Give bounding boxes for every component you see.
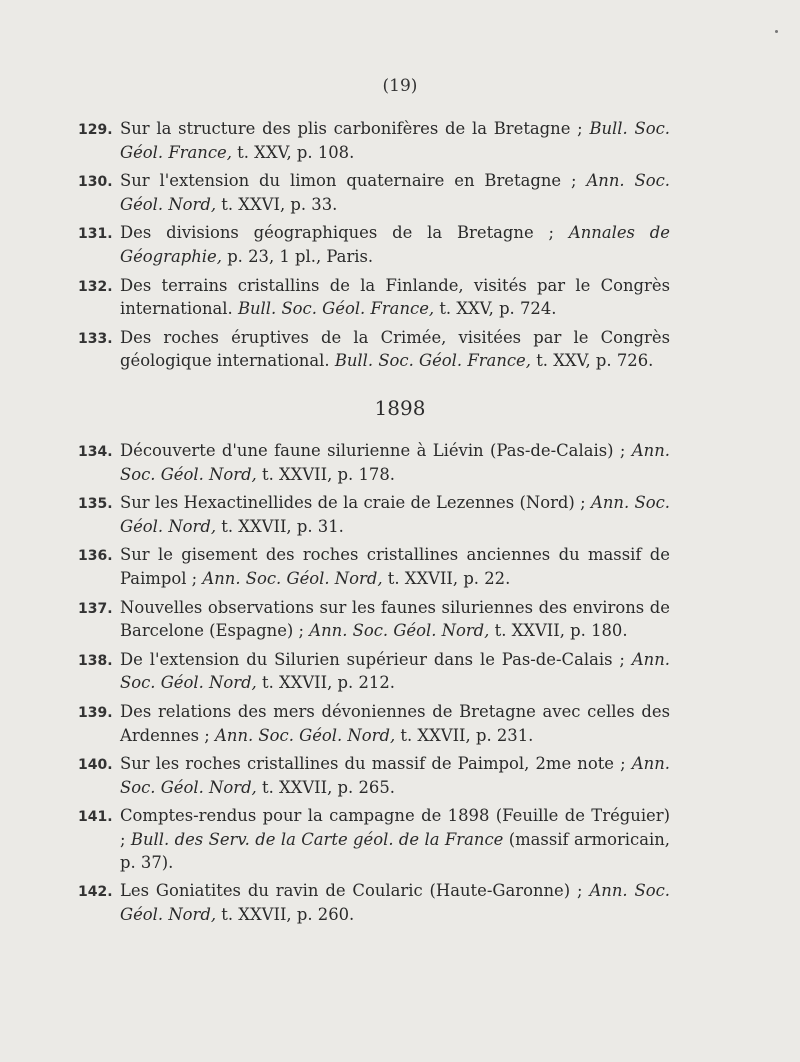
entry-number: 132. — [78, 278, 113, 295]
bibliography-entry — [78, 753, 670, 799]
year-heading: 1898 — [374, 396, 426, 420]
entry-journal: Ann. Soc. Géol. Nord, — [120, 171, 670, 214]
entry-citation: t. XXVII, p. 231. — [400, 725, 534, 745]
entry-title: Les Goniatites du ravin de Coularic (Haute-Garonne) ; — [120, 881, 583, 901]
page-number: (19) — [382, 76, 418, 96]
entry-number: 142. — [78, 884, 113, 901]
entry-citation: t. XXV, p. 724. — [439, 299, 557, 319]
entry-journal: Ann. Soc. Géol. Nord, — [215, 725, 396, 745]
entries-1898 — [78, 440, 670, 932]
entry-title: Comptes-rendus pour la campagne de 1898 (Feuille de Tréguier) ; — [120, 806, 670, 849]
entry-number: 140. — [78, 757, 113, 774]
entry-title: De l'extension du Silurien supérieur dans le Pas-de-Calais ; — [120, 649, 625, 669]
entry-citation: t. XXVI, p. 33. — [221, 194, 338, 214]
entry-number: 130. — [78, 174, 113, 191]
entry-number: 131. — [78, 226, 113, 243]
entry-number: 139. — [78, 704, 113, 721]
entry-title: Des roches éruptives de la Crimée, visitées par le Congrès géologique international. — [120, 327, 670, 371]
bibliography-entry — [78, 701, 670, 747]
margin-dot — [775, 30, 778, 33]
bibliography-entry — [78, 597, 670, 643]
entry-citation: t. XXV, p. 726. — [536, 351, 654, 371]
entry-journal: Ann. Soc. Géol. Nord, — [120, 441, 670, 484]
bibliography-entry — [78, 118, 670, 164]
entry-citation: t. XXVII, p. 178. — [262, 464, 395, 484]
bibliography-entry — [78, 327, 670, 373]
entry-citation: (massif armoricain, p. 37). — [120, 829, 670, 872]
bibliography-entry — [78, 544, 670, 590]
entry-title: Sur l'extension du limon quaternaire en Bretagne ; — [120, 171, 577, 191]
entry-citation: t. XXVII, p. 265. — [262, 777, 395, 797]
entry-citation: p. 23, 1 pl., Paris. — [227, 246, 374, 266]
entry-journal: Bull. Soc. Géol. France, — [120, 119, 670, 162]
entry-title: Des divisions géographiques de la Bretagne ; — [120, 223, 555, 243]
entry-number: 134. — [78, 444, 113, 460]
bibliography-entry — [78, 649, 670, 695]
entry-journal: Bull. des Serv. de la Carte géol. de la France — [130, 829, 504, 849]
entry-journal: Ann. Soc. Géol. Nord, — [202, 568, 383, 588]
entry-number: 133. — [78, 330, 113, 347]
bibliography-entry — [78, 492, 670, 538]
entry-number: 129. — [78, 122, 113, 138]
entry-citation: t. XXVII, p. 260. — [221, 904, 355, 924]
entry-number: 136. — [78, 548, 113, 565]
entry-title: Sur le gisement des roches cristallines anciennes du massif de Paimpol ; — [120, 545, 670, 588]
entry-journal: Annales de Géographie, — [120, 223, 670, 266]
entry-number: 141. — [78, 809, 113, 826]
entry-journal: Bull. Soc. Géol. France, — [237, 299, 435, 319]
entry-title: Sur les Hexactinellides de la craie de Lezennes (Nord) ; — [120, 493, 586, 513]
entry-citation: t. XXVII, p. 212. — [262, 673, 395, 693]
bibliography-entry — [78, 805, 670, 874]
entry-journal: Ann. Soc. Géol. Nord, — [120, 881, 670, 924]
entry-citation: t. XXV, p. 108. — [237, 142, 355, 162]
entry-citation: t. XXVII, p. 31. — [221, 516, 344, 536]
entry-number: 135. — [78, 496, 113, 513]
entry-journal: Ann. Soc. Géol. Nord, — [120, 649, 670, 693]
entry-number: 137. — [78, 600, 113, 617]
entry-title: Des relations des mers dévoniennes de Bretagne avec celles des Ardennes ; — [120, 701, 670, 745]
entry-journal: Ann. Soc. Géol. Nord, — [120, 754, 670, 797]
entry-journal: Ann. Soc. Géol. Nord, — [309, 621, 490, 641]
entry-journal: Ann. Soc. Géol. Nord, — [120, 493, 671, 536]
entry-citation: t. XXVII, p. 180. — [494, 621, 628, 641]
bibliography-entry — [78, 222, 670, 268]
entry-title: Sur la structure des plis carbonifères de la Bretagne ; — [120, 119, 583, 138]
entry-citation: t. XXVII, p. 22. — [387, 568, 511, 588]
entry-title: Découverte d'une faune silurienne à Liévin (Pas-de-Calais) ; — [120, 441, 626, 460]
bibliography-entry — [78, 170, 670, 216]
bibliography-entry — [78, 440, 670, 486]
entry-journal: Bull. Soc. Géol. France, — [334, 351, 531, 371]
entry-title: Sur les roches cristallines du massif de Paimpol, 2me note ; — [120, 754, 626, 774]
entries-before-1898 — [78, 118, 670, 379]
bibliography-entry — [78, 275, 670, 321]
entry-title: Nouvelles observations sur les faunes siluriennes des environs de Barcelone (Espagne) ; — [120, 597, 670, 641]
entry-title: Des terrains cristallins de la Finlande, visités par le Congrès international. — [120, 275, 670, 319]
bibliography-entry — [78, 880, 670, 926]
entry-number: 138. — [78, 652, 113, 669]
